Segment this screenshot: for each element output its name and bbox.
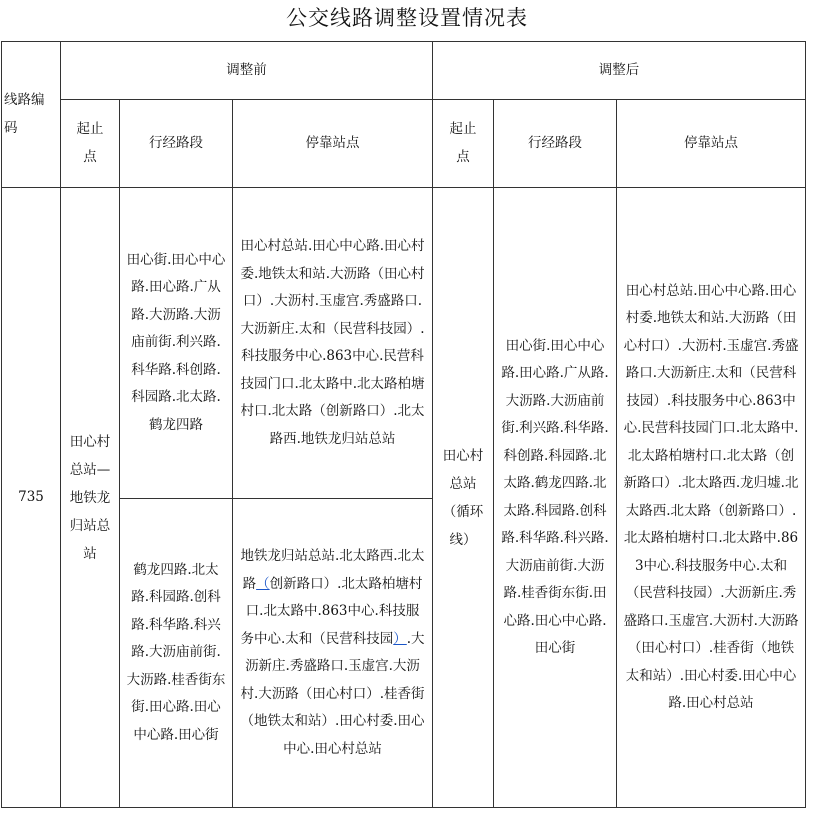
before-terminus-header: 起止点 — [61, 100, 120, 188]
after-terminus-header: 起止点 — [433, 100, 494, 188]
before-stops-outbound: 田心村总站.田心中心路.田心村委.地铁太和站.大沥路（田心村口）.大沥村.玉虚宫.秀盛路口.大沥新庄.太和（民营科技园）.科技服务中心.863中心.民营科技园门口.北太路中.北太路柏塘村口.北太路（创新路口）.北太路西.地铁龙归站总站 — [233, 188, 433, 499]
page-title: 公交线路调整设置情况表 — [286, 6, 528, 30]
before-route-section-return: 鹤龙四路.北太路.科园路.创科路.科华路.科兴路.大沥庙前街.大沥路.桂香街东街.田心路.田心中心路.田心街 — [120, 499, 233, 808]
stops-text-part-1: 地铁龙归站总站.北太路西.北太路 — [240, 548, 425, 592]
stops-link-1[interactable]: （ — [256, 575, 270, 592]
after-header: 调整后 — [433, 42, 806, 100]
after-stops-header: 停靠站点 — [617, 100, 806, 188]
before-stops-header: 停靠站点 — [233, 100, 433, 188]
after-stops: 田心村总站.田心中心路.田心村委.地铁太和站.大沥路（田心村口）.大沥村.玉虚宫.秀盛路口.大沥新庄.太和（民营科技园）.科技服务中心.863中心.民营科技园门口.北太路中.北太路柏塘村口.北太路（创新路口）.北太路西.龙归墟.北太路西.北太路（创新路口）.北太路柏塘村口.北太路中.863中心.科技服务中心.太和（民营科技园）.大沥新庄.秀盛路口.玉虚宫.大沥村.大沥路（田心村口）.桂香街（地铁太和站）.田心村委.田心中心路.田心村总站 — [617, 188, 806, 808]
route-adjustment-table — [1, 41, 806, 808]
stops-text-part-3: .大沥新庄.秀盛路口.玉虚宫.大沥村.大沥路（田心村口）.桂香街（地铁太和站）.田心村委.田心中心.田心村总站 — [240, 630, 425, 757]
before-route-section-header: 行经路段 — [120, 100, 233, 188]
header-row-1 — [2, 42, 806, 100]
before-terminus: 田心村总站—地铁龙归站总站 — [61, 188, 120, 808]
stops-text-part-2: 创新路口）.北太路柏塘村口.北太路中.863中心.科技服务中心.太和（民营科技园 — [240, 575, 423, 647]
route-row-outbound — [2, 188, 806, 499]
after-route-section: 田心街.田心中心路.田心路.广从路.大沥路.大沥庙前街.利兴路.科华路.科创路.科园路.北太路.鹤龙四路.北太路.科园路.创科路.科华路.科兴路.大沥庙前街.大沥路.桂香街东街.田心路.田心中心路.田心街 — [494, 188, 617, 808]
after-terminus: 田心村总站（循环线） — [433, 188, 494, 808]
route-code: 735 — [2, 188, 61, 808]
after-route-section-header: 行经路段 — [494, 100, 617, 188]
before-route-section-outbound: 田心街.田心中心路.田心路.广从路.大沥路.大沥庙前街.利兴路.科华路.科创路.科园路.北太路.鹤龙四路 — [120, 188, 233, 499]
header-row-2 — [2, 100, 806, 188]
before-header: 调整前 — [61, 42, 433, 100]
before-stops-return — [233, 499, 433, 808]
route-code-header: 线路编码 — [2, 42, 61, 188]
stops-link-2[interactable]: ） — [393, 630, 407, 647]
